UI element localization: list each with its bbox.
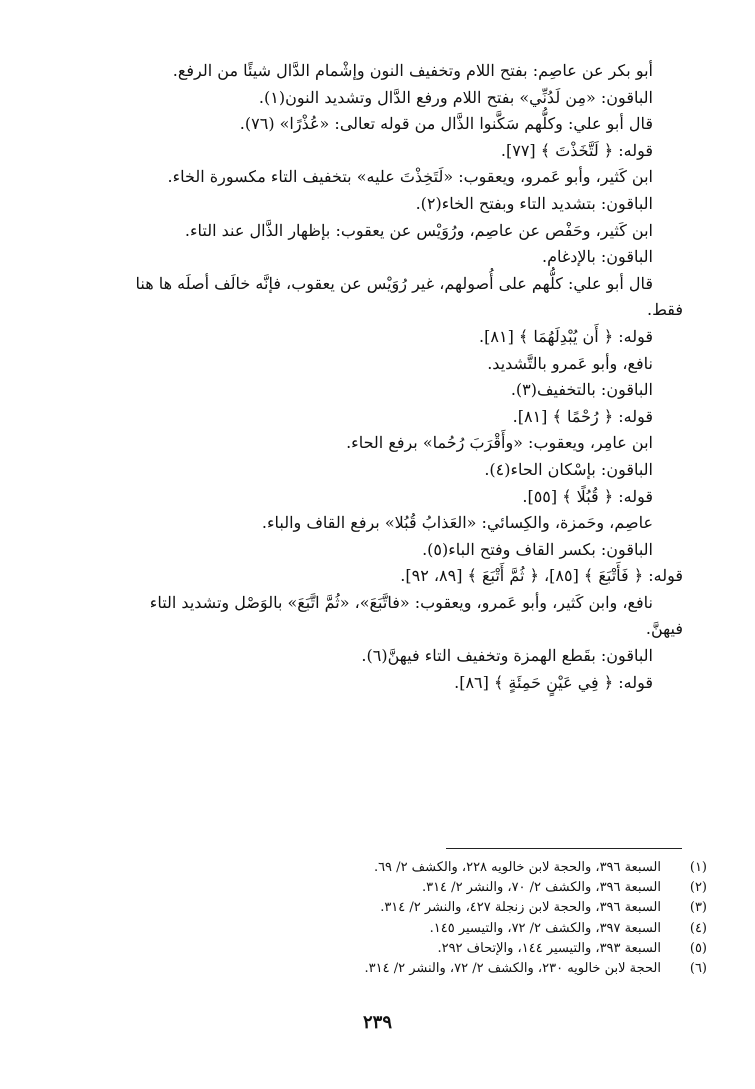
footnote-number: (٥)	[689, 940, 707, 956]
text-line: قوله: ﴿ قُبُلًا ﴾ [٥٥].	[522, 486, 653, 506]
footnote-item	[100, 959, 707, 979]
footnote-text: السبعة ٣٩٧، والكشف ٢/ ٧٢، والتيسير ١٤٥.	[429, 920, 661, 936]
body-text	[100, 58, 683, 696]
footnote-item	[100, 858, 707, 878]
footnote-item	[100, 939, 707, 959]
text-line: ابن عامِر، ويعقوب: «وأَقْرَبَ رُحُما» برفع الحاء.	[346, 433, 653, 453]
text-line: قال أبو علي: كلُّهم على أُصولهم، غير رُوَيْس عن يعقوب، فإنَّه خالَف أصلَه ها هنا	[135, 273, 653, 293]
text-line: ابن كَثير، وحَفْص عن عاصِم، ورُوَيْس عن يعقوب: بإظهار الذَّال عند التاء.	[184, 220, 653, 240]
text-line: الباقون: بالإدغام.	[542, 247, 653, 267]
text-line: أبو بكر عن عاصِم: بفتح اللام وتخفيف النون وإشْمام الدَّال شيئًا من الرفع.	[172, 61, 653, 80]
text-line: الباقون: بقَطع الهمزة وتخفيف التاء فيهنَّ(٦).	[361, 646, 653, 666]
footnote-number: (٣)	[689, 900, 707, 916]
text-line: قوله: ﴿ فِي عَيْنٍ حَمِئَةٍ ﴾ [٨٦].	[454, 672, 653, 692]
text-line: قوله: ﴿ لَتَّخَذْتَ ﴾ [٧٧].	[500, 140, 653, 160]
text-line: الباقون: بتشديد التاء وبفتح الخاء(٢).	[415, 193, 653, 213]
text-line: قوله: ﴿ فَأَتْبَعَ ﴾ [٨٥]، ﴿ ثُمَّ أَتْبَعَ ﴾ [٨٩، ٩٢].	[400, 566, 683, 586]
footnotes	[100, 858, 707, 979]
text-line: ابن كَثير، وأبو عَمرو، ويعقوب: «لَتَخِذْتَ عليه» بتخفيف التاء مكسورة الخاء.	[167, 167, 653, 187]
text-line: فقط.	[646, 300, 683, 320]
footnote-text: السبعة ٣٩٦، والحجة لابن خالويه ٢٢٨، والكشف ٢/ ٦٩.	[373, 860, 661, 875]
footnote-item	[100, 919, 707, 939]
footnote-text: السبعة ٣٩٦، والحجة لابن زنجلة ٤٢٧، والنشر ٢/ ٣١٤.	[380, 900, 661, 916]
footnote-number: (٢)	[689, 880, 707, 896]
footnote-text: الحجة لابن خالويه ٢٣٠، والكشف ٢/ ٧٢، والنشر ٢/ ٣١٤.	[364, 961, 661, 977]
text-line: الباقون: بكسر القاف وفتح الباء(٥).	[422, 539, 653, 559]
text-line: عاصِم، وحَمزة، والكِسائي: «العَذابُ قُبُلا» برفع القاف والباء.	[261, 513, 653, 533]
page-number: ٢٣٩	[362, 1012, 392, 1033]
text-line: الباقون: «مِن لَدُنِّي» بفتح اللام ورفع الدَّال وتشديد النون(١).	[258, 87, 653, 107]
text-line: نافع، وأبو عَمرو بالتَّشديد.	[487, 353, 653, 373]
text-line: فيهنَّ.	[645, 619, 683, 639]
text-line: الباقون: بالتخفيف(٣).	[510, 380, 653, 400]
footnote-number: (١)	[689, 860, 707, 875]
footnote-text: السبعة ٣٩٦، والكشف ٢/ ٧٠، والنشر ٢/ ٣١٤.	[421, 880, 661, 896]
footnote-item	[100, 898, 707, 918]
text-line: قوله: ﴿ رُحْمًا ﴾ [٨١].	[512, 406, 653, 426]
text-line: الباقون: بإسْكان الحاء(٤).	[484, 459, 653, 479]
footnote-number: (٦)	[689, 961, 707, 977]
footnote-item	[100, 878, 707, 898]
text-line: قال أبو علي: وكلُّهم سَكَّنوا الذَّال من قوله تعالى: «عُذْرًا» (٧٦).	[239, 114, 653, 134]
footnote-divider	[446, 848, 682, 849]
footnote-number: (٤)	[689, 920, 707, 936]
text-line: قوله: ﴿ أَن يُبْدِلَهُمَا ﴾ [٨١].	[479, 326, 653, 346]
text-line: نافع، وابن كَثير، وأبو عَمرو، ويعقوب: «فاتَّبَعَ»، «ثُمَّ اتَّبَعَ» بالوَصْل وتشديد التاء	[149, 592, 653, 612]
footnote-text: السبعة ٣٩٣، والتيسير ١٤٤، والإتحاف ٢٩٢.	[437, 940, 661, 956]
